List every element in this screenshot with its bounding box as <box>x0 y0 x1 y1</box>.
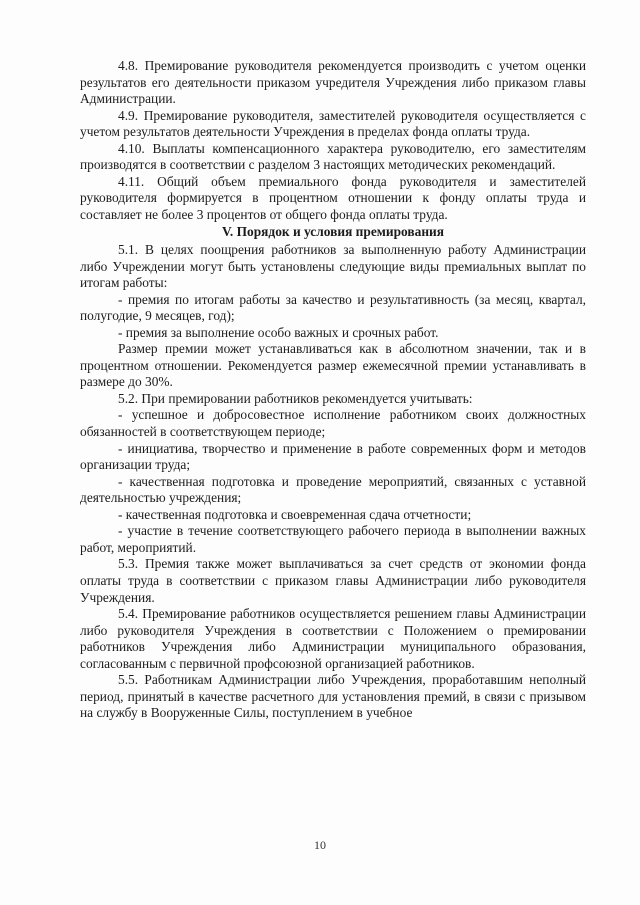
section-heading: V. Порядок и условия премирования <box>221 224 445 240</box>
paragraph-5-1: 5.1. В целях поощрения работников за выполненную работу Администрации либо Учреждении могут быть установлены следующие виды премиальных выплат по итогам работы: <box>80 242 586 291</box>
paragraph-premium-size: Размер премии может устанавливаться как в абсолютном значении, так и в процентном отношении. Рекомендуется размер ежемесячной премии устанавливать в размере до 30%. <box>80 341 586 390</box>
paragraph-5-4: 5.4. Премирование работников осуществляется решением главы Администрации либо руководителя Учреждения в соответствии с Положением о премировании работников Учреждения либо Администрации муниципального образования, согласованным с первичной профсоюзной организацией работников. <box>80 606 586 671</box>
paragraph-4-11: 4.11. Общий объем премиального фонда руководителя и заместителей руководителя формируется в процентном отношении к фонду оплаты труда и составляет не более 3 процентов от общего фонда оплаты труда. <box>80 173 586 222</box>
document-body <box>80 58 586 722</box>
paragraph-4-9: 4.9. Премирование руководителя, заместителей руководителя осуществляется с учетом результатов деятельности Учреждения в пределах фонда оплаты труда. <box>80 107 586 140</box>
paragraph-4-10: 4.10. Выплаты компенсационного характера руководителю, его заместителям производятся в соответствии с разделом 3 настоящих методических рекомендаций. <box>80 140 586 173</box>
paragraph-5-2: 5.2. При премировании работников рекомендуется учитывать: <box>118 390 473 406</box>
list-item: - инициатива, творчество и применение в работе современных форм и методов организации труда; <box>80 440 586 473</box>
paragraph-5-5: 5.5. Работникам Администрации либо Учреждения, проработавшим неполный период, принятый в качестве расчетного для установления премий, в связи с призывом на службу в Вооруженные Силы, поступлением в учебное <box>80 672 586 721</box>
paragraph-5-3: 5.3. Премия также может выплачиваться за счет средств от экономии фонда оплаты труда в соответствии с приказом главы Администрации либо руководителя Учреждения. <box>80 556 586 605</box>
list-item: - качественная подготовка и своевременная сдача отчетности; <box>118 506 472 522</box>
paragraph-4-8: 4.8. Премирование руководителя рекомендуется производить с учетом оценки результатов его деятельности приказом учредителя Учреждения либо приказом главы Администрации. <box>80 58 586 107</box>
list-item: - качественная подготовка и проведение мероприятий, связанных с уставной деятельностью учреждения; <box>80 473 586 506</box>
list-item: - успешное и добросовестное исполнение работником своих должностных обязанностей в соответствующем периоде; <box>80 407 586 440</box>
list-item: - премия по итогам работы за качество и результативность (за месяц, квартал, полугодие, 9 месяцев, год); <box>80 291 586 324</box>
page-number: 10 <box>314 838 326 852</box>
list-item: - участие в течение соответствующего рабочего периода в выполнении важных работ, мероприятий. <box>80 523 586 555</box>
list-item: - премия за выполнение особо важных и срочных работ. <box>118 324 439 340</box>
